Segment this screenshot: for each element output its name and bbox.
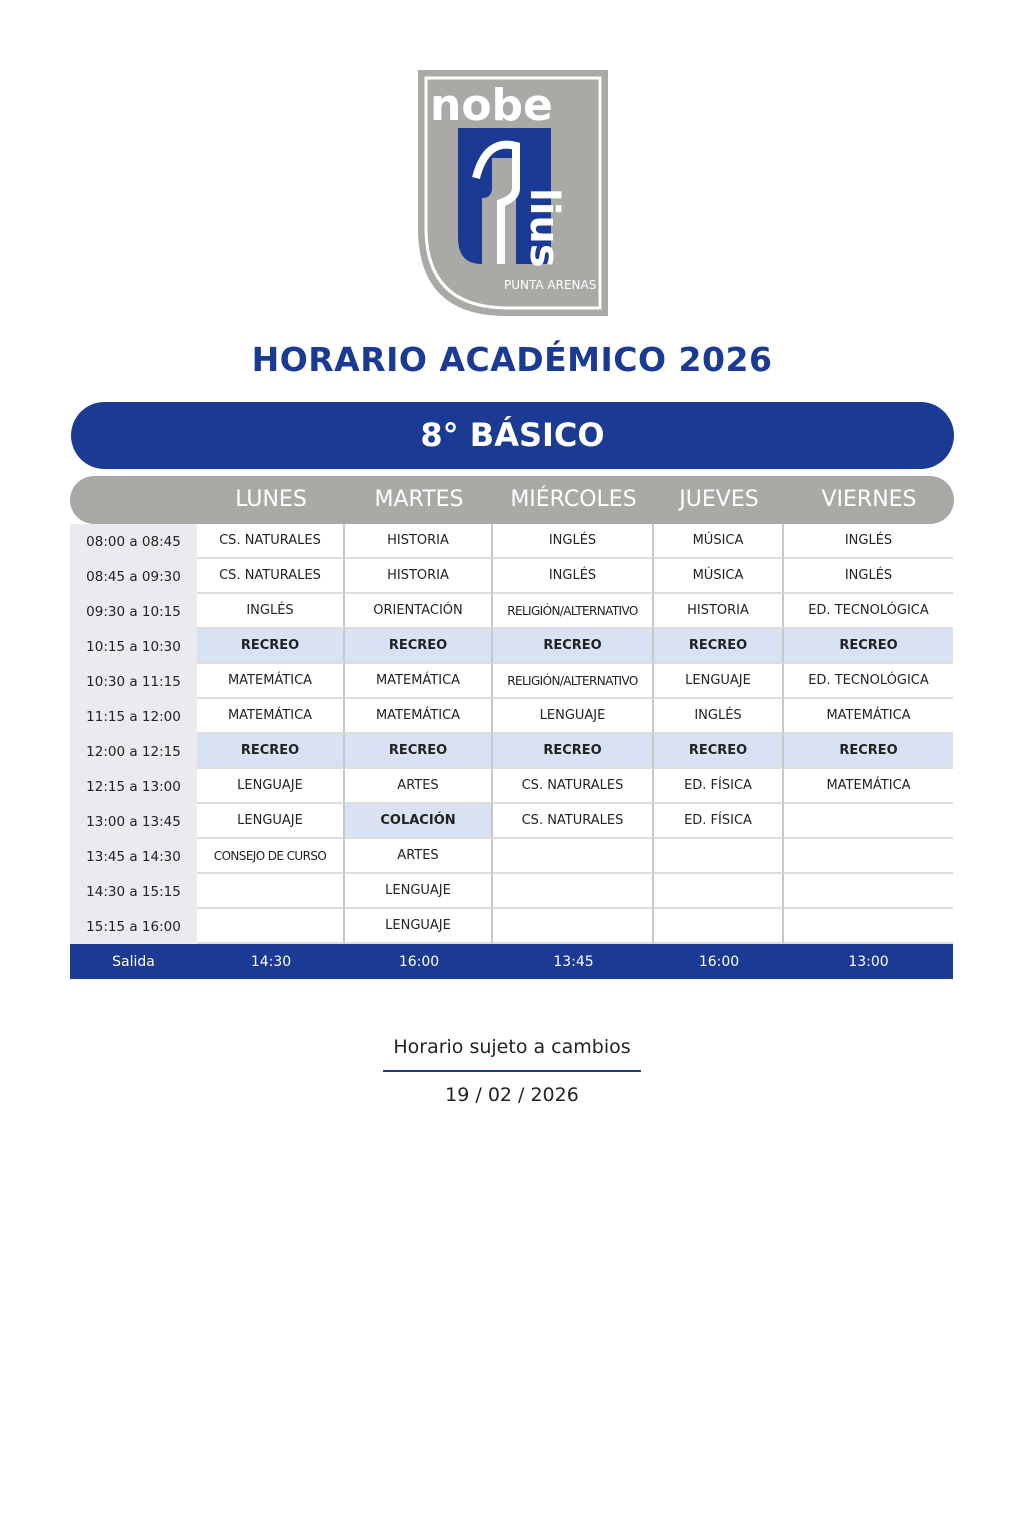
subject-cell: RELIGIÓN/ALTERNATIVO <box>493 664 654 699</box>
subject-cell: MATEMÁTICA <box>784 699 953 734</box>
day-header: LUNES <box>235 487 307 512</box>
exit-time: 16:00 <box>398 953 440 970</box>
subject-cell: LENGUAJE <box>345 909 493 944</box>
course-banner: 8° BÁSICO <box>71 402 954 469</box>
page-title: HORARIO ACADÉMICO 2026 <box>251 340 773 379</box>
time-slot: 09:30 a 10:15 <box>70 594 197 629</box>
subject-cell: ARTES <box>345 839 493 874</box>
subject-cell: RECREO <box>345 734 493 769</box>
subject-cell: MATEMÁTICA <box>345 664 493 699</box>
subject-cell: RECREO <box>493 629 654 664</box>
subject-cell: MATEMÁTICA <box>784 769 953 804</box>
subject-cell <box>493 909 654 944</box>
subject-cell: ORIENTACIÓN <box>345 594 493 629</box>
subject-cell <box>493 839 654 874</box>
day-header: MARTES <box>374 487 464 512</box>
exit-time: 14:30 <box>250 953 292 970</box>
time-slot: 12:15 a 13:00 <box>70 769 197 804</box>
subject-cell <box>784 909 953 944</box>
subject-cell: CS. NATURALES <box>197 524 345 559</box>
schedule-table <box>70 524 953 979</box>
subject-cell <box>654 839 784 874</box>
date: 19 / 02 / 2026 <box>445 1084 579 1106</box>
subject-cell <box>784 874 953 909</box>
exit-time: 16:00 <box>698 953 740 970</box>
subject-cell <box>197 874 345 909</box>
subject-cell <box>784 804 953 839</box>
table-row <box>70 629 953 664</box>
subject-cell: INGLÉS <box>493 559 654 594</box>
table-row <box>70 839 953 874</box>
subject-cell: CS. NATURALES <box>493 769 654 804</box>
subject-cell: RELIGIÓN/ALTERNATIVO <box>493 594 654 629</box>
table-row <box>70 524 953 559</box>
subject-cell: INGLÉS <box>654 699 784 734</box>
day-header: MIÉRCOLES <box>510 487 637 512</box>
exit-time: 13:45 <box>553 953 594 970</box>
subject-cell: ED. TECNOLÓGICA <box>784 594 953 629</box>
subject-cell <box>654 874 784 909</box>
subject-cell: HISTORIA <box>345 559 493 594</box>
subject-cell: MATEMÁTICA <box>197 699 345 734</box>
table-row <box>70 559 953 594</box>
subject-cell: RECREO <box>654 734 784 769</box>
table-row <box>70 734 953 769</box>
subject-cell: ED. FÍSICA <box>654 769 784 804</box>
time-slot: 10:30 a 11:15 <box>70 664 197 699</box>
day-header: VIERNES <box>821 487 917 512</box>
disclaimer: Horario sujeto a cambios <box>393 1036 631 1058</box>
time-slot: 11:15 a 12:00 <box>70 699 197 734</box>
subject-cell: COLACIÓN <box>345 804 493 839</box>
subject-cell: HISTORIA <box>345 524 493 559</box>
subject-cell: ARTES <box>345 769 493 804</box>
subject-cell: RECREO <box>654 629 784 664</box>
time-slot: 08:45 a 09:30 <box>70 559 197 594</box>
subject-cell: MÚSICA <box>654 559 784 594</box>
subject-cell: INGLÉS <box>197 594 345 629</box>
subject-cell: MATEMÁTICA <box>345 699 493 734</box>
subject-cell: LENGUAJE <box>197 769 345 804</box>
subject-cell: MÚSICA <box>654 524 784 559</box>
time-slot: 10:15 a 10:30 <box>70 629 197 664</box>
svg-text:lius: lius <box>521 188 567 268</box>
time-slot: 08:00 a 08:45 <box>70 524 197 559</box>
subject-cell: CS. NATURALES <box>493 804 654 839</box>
subject-cell: CS. NATURALES <box>197 559 345 594</box>
day-header: JUEVES <box>679 487 759 512</box>
subject-cell: RECREO <box>493 734 654 769</box>
divider <box>383 1070 641 1072</box>
subject-cell: RECREO <box>784 734 953 769</box>
subject-cell: LENGUAJE <box>197 804 345 839</box>
subject-cell: LENGUAJE <box>345 874 493 909</box>
table-row <box>70 874 953 909</box>
subject-cell: INGLÉS <box>493 524 654 559</box>
subject-cell: INGLÉS <box>784 524 953 559</box>
table-row <box>70 804 953 839</box>
subject-cell: INGLÉS <box>784 559 953 594</box>
subject-cell: HISTORIA <box>654 594 784 629</box>
days-header <box>70 476 954 524</box>
time-slot: 13:45 a 14:30 <box>70 839 197 874</box>
subject-cell: ED. FÍSICA <box>654 804 784 839</box>
table-row <box>70 594 953 629</box>
subject-cell: RECREO <box>197 734 345 769</box>
subject-cell: MATEMÁTICA <box>197 664 345 699</box>
subject-cell: RECREO <box>784 629 953 664</box>
subject-cell <box>784 839 953 874</box>
svg-text:nobe: nobe <box>430 80 553 131</box>
time-slot: 12:00 a 12:15 <box>70 734 197 769</box>
table-row <box>70 909 953 944</box>
subject-cell: RECREO <box>197 629 345 664</box>
exit-row <box>70 944 953 979</box>
subject-cell <box>197 909 345 944</box>
table-row <box>70 699 953 734</box>
subject-cell: RECREO <box>345 629 493 664</box>
subject-cell: CONSEJO DE CURSO <box>197 839 345 874</box>
exit-label: Salida <box>112 953 155 970</box>
school-logo <box>416 68 610 318</box>
subject-cell <box>654 909 784 944</box>
time-slot: 14:30 a 15:15 <box>70 874 197 909</box>
table-row <box>70 664 953 699</box>
svg-text:PUNTA ARENAS: PUNTA ARENAS <box>504 278 597 292</box>
subject-cell: ED. TECNOLÓGICA <box>784 664 953 699</box>
subject-cell <box>493 874 654 909</box>
subject-cell: LENGUAJE <box>654 664 784 699</box>
subject-cell: LENGUAJE <box>493 699 654 734</box>
table-row <box>70 769 953 804</box>
time-slot: 15:15 a 16:00 <box>70 909 197 944</box>
time-slot: 13:00 a 13:45 <box>70 804 197 839</box>
exit-time: 13:00 <box>848 953 889 970</box>
